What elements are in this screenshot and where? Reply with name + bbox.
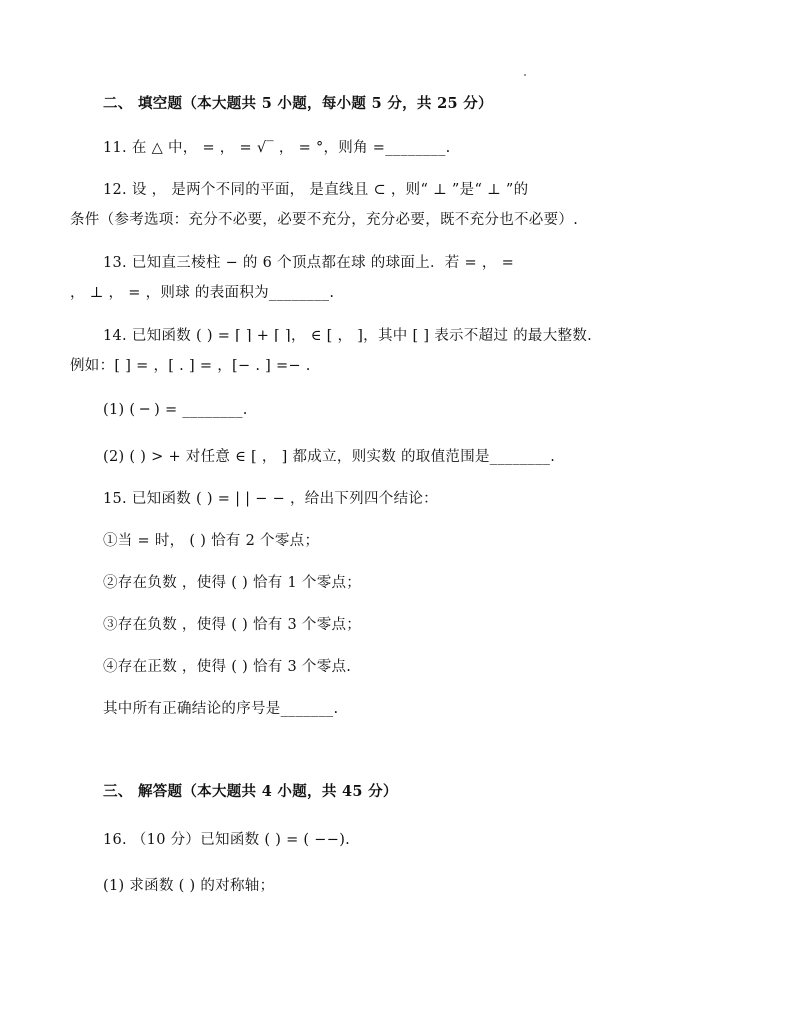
question-14-line-1: 14. 已知函数 ( ) = ⌈ ⌉ + ⌈ ⌉， ∈ [ ， ]，其中 [ ] 表示不超过 的最大整数.: [103, 328, 593, 344]
question-12-line-1: 12. 设 ， 是两个不同的平面， 是直线且 ⊂ ，则“ ⊥ ”是“ ⊥ ”的: [103, 182, 529, 198]
question-14-part-2: (2) ( ) > + 对任意 ∈ [ ， ] 都成立，则实数 的取值范围是________.: [103, 449, 556, 465]
section-3-heading: 三、 解答题（本大题共 4 小题，共 45 分）: [103, 783, 398, 800]
question-16-part-1: (1) 求函数 ( ) 的对称轴；: [103, 878, 275, 894]
question-15-conclusion-4: ④存在正数 ，使得 ( ) 恰有 3 个零点.: [103, 659, 352, 675]
question-14-line-2: 例如：[ ] = ，[ . ] = ，[− . ] =− .: [70, 358, 311, 374]
question-11: 11. 在 △ 中， = ， = √‾ ， = °，则角 =________.: [103, 140, 451, 156]
question-14-part-1: (1) ( ─ ) = ________.: [103, 402, 248, 418]
section-2-heading: 二、 填空题（本大题共 5 小题，每小题 5 分，共 25 分）: [103, 95, 493, 112]
question-15-conclusion-3: ③存在负数 ，使得 ( ) 恰有 3 个零点；: [103, 617, 362, 633]
question-15-stem: 15. 已知函数 ( ) = | | − − ，给出下列四个结论：: [103, 491, 438, 507]
question-15-ask: 其中所有正确结论的序号是_______.: [103, 701, 339, 717]
question-13-line-2: ， ⊥ ， = ，则球 的表面积为________.: [70, 285, 335, 301]
question-15-conclusion-2: ②存在负数 ，使得 ( ) 恰有 1 个零点；: [103, 575, 362, 591]
question-16-stem: 16. （10 分）已知函数 ( ) = ( −−).: [103, 832, 351, 848]
question-12-line-2: 条件（参考选项：充分不必要，必要不充分，充分必要，既不充分也不必要）.: [70, 212, 579, 228]
question-15-conclusion-1: ①当 = 时， ( ) 恰有 2 个零点；: [103, 533, 320, 549]
scan-speck: [524, 74, 526, 76]
question-13-line-1: 13. 已知直三棱柱 − 的 6 个顶点都在球 的球面上．若 = ， =: [103, 255, 515, 271]
